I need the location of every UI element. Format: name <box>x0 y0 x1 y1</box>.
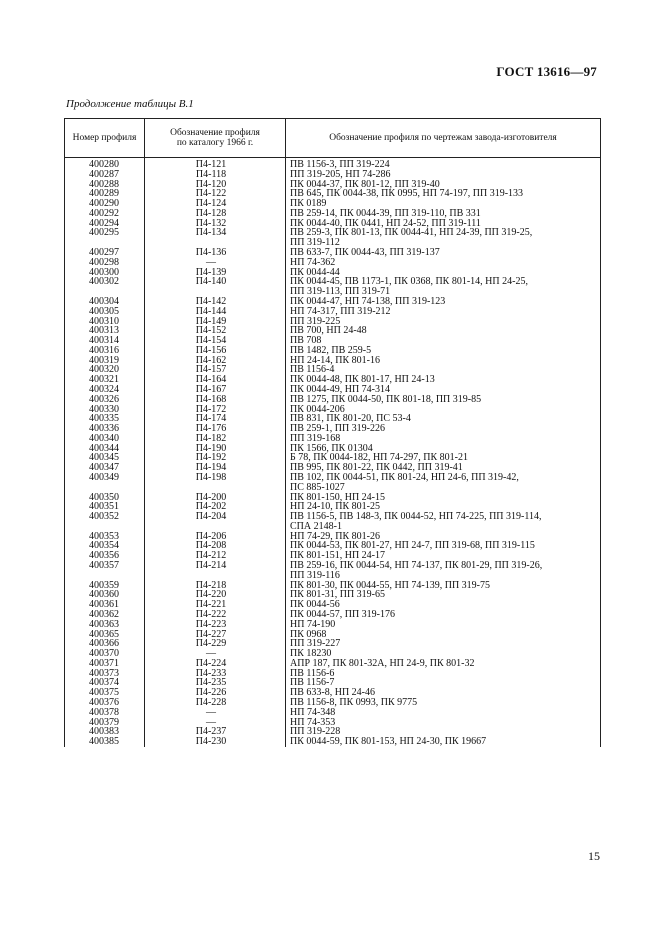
catalog-designation-cell: — <box>145 718 286 728</box>
table-row <box>65 669 601 679</box>
catalog-designation-cell: П4-164 <box>145 375 286 385</box>
catalog-designation-cell: П4-122 <box>145 189 286 199</box>
table-row <box>65 356 601 366</box>
catalog-designation-cell: П4-121 <box>145 158 286 170</box>
catalog-designation-cell <box>145 287 286 297</box>
catalog-designation-cell: — <box>145 708 286 718</box>
profile-number-cell: 400356 <box>65 551 145 561</box>
table-row <box>65 551 601 561</box>
manufacturer-designation-cell: ПК 0044-44 <box>286 268 601 278</box>
manufacturer-designation-cell: НП 24-14, ПК 801-16 <box>286 356 601 366</box>
table-row <box>65 158 601 170</box>
catalog-designation-cell: П4-156 <box>145 346 286 356</box>
catalog-designation-cell <box>145 522 286 532</box>
manufacturer-designation-cell: ПК 801-150, НП 24-15 <box>286 493 601 503</box>
manufacturer-designation-cell: НП 74-348 <box>286 708 601 718</box>
table-row <box>65 336 601 346</box>
table-row <box>65 737 601 747</box>
catalog-designation-cell: П4-237 <box>145 727 286 737</box>
catalog-designation-cell: П4-224 <box>145 659 286 669</box>
table-row <box>65 698 601 708</box>
profile-number-cell: 400370 <box>65 649 145 659</box>
profile-number-cell: 400326 <box>65 395 145 405</box>
table-row <box>65 463 601 473</box>
catalog-designation-cell: П4-128 <box>145 209 286 219</box>
catalog-designation-cell: П4-157 <box>145 365 286 375</box>
catalog-designation-cell: П4-194 <box>145 463 286 473</box>
table-row <box>65 317 601 327</box>
profile-number-cell: 400304 <box>65 297 145 307</box>
manufacturer-designation-cell: ПВ 259-14, ПК 0044-39, ПП 319-110, ПВ 331 <box>286 209 601 219</box>
catalog-designation-cell: П4-174 <box>145 414 286 424</box>
profile-number-cell: 400359 <box>65 581 145 591</box>
catalog-designation-cell: П4-140 <box>145 277 286 287</box>
table-row <box>65 414 601 424</box>
table-row <box>65 610 601 620</box>
catalog-designation-cell: П4-235 <box>145 678 286 688</box>
profile-number-cell: 400313 <box>65 326 145 336</box>
table-row <box>65 473 601 483</box>
catalog-designation-cell: П4-200 <box>145 493 286 503</box>
manufacturer-designation-cell: ПВ 259-1, ПП 319-226 <box>286 424 601 434</box>
table-row <box>65 199 601 209</box>
manufacturer-designation-cell: ПК 801-30, ПК 0044-55, НП 74-139, ПП 319-75 <box>286 581 601 591</box>
manufacturer-designation-cell: ПК 0968 <box>286 630 601 640</box>
catalog-designation-cell: П4-120 <box>145 180 286 190</box>
catalog-designation-cell: — <box>145 649 286 659</box>
profile-number-cell: 400316 <box>65 346 145 356</box>
table-row <box>65 405 601 415</box>
table-row <box>65 493 601 503</box>
catalog-designation-cell: П4-202 <box>145 502 286 512</box>
manufacturer-designation-cell: ПК 0044-57, ПП 319-176 <box>286 610 601 620</box>
column-header-catalog-1966: Обозначение профиля по каталогу 1966 г. <box>145 119 286 158</box>
profile-number-cell: 400349 <box>65 473 145 483</box>
manufacturer-designation-cell: СПА 2148-1 <box>286 522 601 532</box>
profile-number-cell: 400383 <box>65 727 145 737</box>
profile-number-cell: 400292 <box>65 209 145 219</box>
profile-number-cell: 400365 <box>65 630 145 640</box>
catalog-designation-cell: П4-198 <box>145 473 286 483</box>
catalog-designation-cell: П4-182 <box>145 434 286 444</box>
manufacturer-designation-cell: ПВ 1482, ПВ 259-5 <box>286 346 601 356</box>
profile-number-cell: 400344 <box>65 444 145 454</box>
manufacturer-designation-cell: НП 24-10, ПК 801-25 <box>286 502 601 512</box>
profile-table <box>64 118 601 747</box>
table-row <box>65 268 601 278</box>
manufacturer-designation-cell: ПВ 1156-3, ПП 319-224 <box>286 158 601 170</box>
table-row <box>65 532 601 542</box>
manufacturer-designation-cell: ПК 0044-48, ПК 801-17, НП 24-13 <box>286 375 601 385</box>
manufacturer-designation-cell: ПВ 1156-4 <box>286 365 601 375</box>
catalog-designation-cell: П4-192 <box>145 453 286 463</box>
manufacturer-designation-cell: ПП 319-227 <box>286 639 601 649</box>
profile-number-cell: 400345 <box>65 453 145 463</box>
manufacturer-designation-cell: ПК 0044-49, НП 74-314 <box>286 385 601 395</box>
table-row <box>65 258 601 268</box>
table-row <box>65 189 601 199</box>
manufacturer-designation-cell: ПК 801-151, НП 24-17 <box>286 551 601 561</box>
catalog-designation-cell: П4-229 <box>145 639 286 649</box>
table-row <box>65 365 601 375</box>
manufacturer-designation-cell: НП 74-362 <box>286 258 601 268</box>
manufacturer-designation-cell: ПВ 259-16, ПК 0044-54, НП 74-137, ПК 801-29, ПП 319-26, <box>286 561 601 571</box>
manufacturer-designation-cell: НП 74-29, ПК 801-26 <box>286 532 601 542</box>
profile-number-cell: 400376 <box>65 698 145 708</box>
catalog-designation-cell: П4-167 <box>145 385 286 395</box>
profile-number-cell: 400351 <box>65 502 145 512</box>
table-row <box>65 238 601 248</box>
profile-number-cell <box>65 571 145 581</box>
profile-number-cell: 400350 <box>65 493 145 503</box>
table-row <box>65 678 601 688</box>
profile-number-cell: 400330 <box>65 405 145 415</box>
table-row <box>65 483 601 493</box>
catalog-designation-cell: П4-208 <box>145 541 286 551</box>
catalog-designation-cell: П4-227 <box>145 630 286 640</box>
column-header-profile-number: Номер профиля <box>65 119 145 158</box>
table-row <box>65 277 601 287</box>
profile-number-cell: 400289 <box>65 189 145 199</box>
table-row <box>65 180 601 190</box>
manufacturer-designation-cell: ПВ 645, ПК 0044-38, ПК 0995, НП 74-197, ПП 319-133 <box>286 189 601 199</box>
manufacturer-designation-cell: ПВ 633-8, НП 24-46 <box>286 688 601 698</box>
table-row <box>65 649 601 659</box>
catalog-designation-cell: П4-220 <box>145 590 286 600</box>
table-row <box>65 170 601 180</box>
manufacturer-designation-cell: ПП 319-113, ПП 319-71 <box>286 287 601 297</box>
table-row <box>65 453 601 463</box>
catalog-designation-cell: П4-228 <box>145 698 286 708</box>
manufacturer-designation-cell: ПК 18230 <box>286 649 601 659</box>
profile-number-cell: 400336 <box>65 424 145 434</box>
profile-number-cell: 400298 <box>65 258 145 268</box>
table-row <box>65 630 601 640</box>
table-row <box>65 228 601 238</box>
profile-number-cell: 400373 <box>65 669 145 679</box>
manufacturer-designation-cell: ПП 319-228 <box>286 727 601 737</box>
manufacturer-designation-cell: НП 74-353 <box>286 718 601 728</box>
manufacturer-designation-cell: ПК 0044-40, ПК 0441, НП 24-52, ПП 319-111 <box>286 219 601 229</box>
manufacturer-designation-cell: ПВ 1156-6 <box>286 669 601 679</box>
table-header-row <box>65 119 601 158</box>
table-row <box>65 434 601 444</box>
profile-number-cell: 400294 <box>65 219 145 229</box>
profile-number-cell: 400353 <box>65 532 145 542</box>
catalog-designation-cell: П4-226 <box>145 688 286 698</box>
profile-number-cell: 400378 <box>65 708 145 718</box>
catalog-designation-cell: П4-214 <box>145 561 286 571</box>
manufacturer-designation-cell: ПВ 633-7, ПК 0044-43, ПП 319-137 <box>286 248 601 258</box>
table-row <box>65 727 601 737</box>
catalog-designation-cell: П4-136 <box>145 248 286 258</box>
table-row <box>65 620 601 630</box>
catalog-designation-cell: П4-139 <box>145 268 286 278</box>
catalog-designation-cell: П4-204 <box>145 512 286 522</box>
catalog-designation-cell: П4-176 <box>145 424 286 434</box>
profile-number-cell <box>65 483 145 493</box>
catalog-designation-cell: П4-144 <box>145 307 286 317</box>
profile-number-cell: 400305 <box>65 307 145 317</box>
profile-number-cell: 400300 <box>65 268 145 278</box>
table-row <box>65 346 601 356</box>
profile-number-cell: 400324 <box>65 385 145 395</box>
catalog-designation-cell: П4-152 <box>145 326 286 336</box>
table-row <box>65 688 601 698</box>
manufacturer-designation-cell: ПК 0044-47, НП 74-138, ПП 319-123 <box>286 297 601 307</box>
catalog-designation-cell: П4-132 <box>145 219 286 229</box>
profile-number-cell: 400357 <box>65 561 145 571</box>
profile-number-cell: 400297 <box>65 248 145 258</box>
table-row <box>65 522 601 532</box>
catalog-designation-cell: П4-233 <box>145 669 286 679</box>
manufacturer-designation-cell: Б 78, ПК 0044-182, НП 74-297, ПК 801-21 <box>286 453 601 463</box>
table-row <box>65 424 601 434</box>
profile-number-cell: 400385 <box>65 737 145 747</box>
table-row <box>65 581 601 591</box>
catalog-designation-cell: П4-149 <box>145 317 286 327</box>
manufacturer-designation-cell: ПВ 1156-5, ПВ 148-3, ПК 0044-52, НП 74-225, ПП 319-114, <box>286 512 601 522</box>
manufacturer-designation-cell: ПК 0044-37, ПК 801-12, ПП 319-40 <box>286 180 601 190</box>
table-row <box>65 307 601 317</box>
profile-number-cell: 400366 <box>65 639 145 649</box>
table-row <box>65 708 601 718</box>
manufacturer-designation-cell: ПП 319-116 <box>286 571 601 581</box>
manufacturer-designation-cell: АПР 187, ПК 801-32А, НП 24-9, ПК 801-32 <box>286 659 601 669</box>
manufacturer-designation-cell: ПВ 708 <box>286 336 601 346</box>
profile-number-cell: 400319 <box>65 356 145 366</box>
table-row <box>65 297 601 307</box>
profile-number-cell <box>65 287 145 297</box>
profile-number-cell: 400287 <box>65 170 145 180</box>
profile-number-cell: 400340 <box>65 434 145 444</box>
profile-number-cell: 400374 <box>65 678 145 688</box>
catalog-designation-cell: П4-212 <box>145 551 286 561</box>
manufacturer-designation-cell: ПВ 102, ПК 0044-51, ПК 801-24, НП 24-6, ПП 319-42, <box>286 473 601 483</box>
table-row <box>65 248 601 258</box>
manufacturer-designation-cell: ПК 801-31, ПП 319-65 <box>286 590 601 600</box>
manufacturer-designation-cell: ПВ 700, НП 24-48 <box>286 326 601 336</box>
catalog-designation-cell: П4-154 <box>145 336 286 346</box>
catalog-designation-cell: П4-223 <box>145 620 286 630</box>
manufacturer-designation-cell: ПК 0044-56 <box>286 600 601 610</box>
page-number: 15 <box>588 849 600 863</box>
manufacturer-designation-cell: ПП 319-225 <box>286 317 601 327</box>
table-row <box>65 600 601 610</box>
table-row <box>65 512 601 522</box>
profile-number-cell: 400361 <box>65 600 145 610</box>
manufacturer-designation-cell: ПК 0189 <box>286 199 601 209</box>
catalog-designation-cell: П4-142 <box>145 297 286 307</box>
profile-number-cell: 400362 <box>65 610 145 620</box>
table-row <box>65 444 601 454</box>
profile-number-cell: 400354 <box>65 541 145 551</box>
table-row <box>65 659 601 669</box>
catalog-designation-cell: П4-222 <box>145 610 286 620</box>
profile-number-cell: 400352 <box>65 512 145 522</box>
profile-number-cell: 400371 <box>65 659 145 669</box>
manufacturer-designation-cell: ПВ 259-3, ПК 801-13, ПК 0044-41, НП 24-39, ПП 319-25, <box>286 228 601 238</box>
catalog-designation-cell: П4-172 <box>145 405 286 415</box>
profile-number-cell: 400379 <box>65 718 145 728</box>
profile-number-cell: 400290 <box>65 199 145 209</box>
catalog-designation-cell: П4-221 <box>145 600 286 610</box>
profile-number-cell: 400288 <box>65 180 145 190</box>
manufacturer-designation-cell: НП 74-317, ПП 319-212 <box>286 307 601 317</box>
manufacturer-designation-cell: ПК 0044-53, ПК 801-27, НП 24-7, ПП 319-68, ПП 319-115 <box>286 541 601 551</box>
manufacturer-designation-cell: ПВ 1275, ПК 0044-50, ПК 801-18, ПП 319-85 <box>286 395 601 405</box>
catalog-designation-cell <box>145 238 286 248</box>
table-row <box>65 571 601 581</box>
catalog-designation-cell <box>145 571 286 581</box>
catalog-designation-cell: П4-118 <box>145 170 286 180</box>
catalog-designation-cell: — <box>145 258 286 268</box>
catalog-designation-cell: П4-206 <box>145 532 286 542</box>
profile-number-cell: 400302 <box>65 277 145 287</box>
table-row <box>65 639 601 649</box>
table-row <box>65 385 601 395</box>
catalog-designation-cell: П4-124 <box>145 199 286 209</box>
manufacturer-designation-cell: ПК 0044-59, ПК 801-153, НП 24-30, ПК 19667 <box>286 737 601 747</box>
table-row <box>65 541 601 551</box>
manufacturer-designation-cell: ПК 0044-206 <box>286 405 601 415</box>
table-row <box>65 326 601 336</box>
manufacturer-designation-cell: ПП 319-112 <box>286 238 601 248</box>
table-row <box>65 375 601 385</box>
profile-number-cell: 400314 <box>65 336 145 346</box>
manufacturer-designation-cell: ПК 0044-45, ПВ 1173-1, ПК 0368, ПК 801-14, НП 24-25, <box>286 277 601 287</box>
profile-number-cell: 400310 <box>65 317 145 327</box>
table-continuation-caption: Продолжение таблицы В.1 <box>66 98 194 110</box>
profile-number-cell: 400295 <box>65 228 145 238</box>
catalog-designation-cell <box>145 483 286 493</box>
catalog-designation-cell: П4-190 <box>145 444 286 454</box>
table-row <box>65 395 601 405</box>
manufacturer-designation-cell: ПС 885-1027 <box>286 483 601 493</box>
manufacturer-designation-cell: НП 74-190 <box>286 620 601 630</box>
table-row <box>65 561 601 571</box>
profile-number-cell: 400280 <box>65 158 145 170</box>
table-row <box>65 219 601 229</box>
manufacturer-designation-cell: ПВ 1156-7 <box>286 678 601 688</box>
profile-number-cell: 400321 <box>65 375 145 385</box>
catalog-designation-cell: П4-230 <box>145 737 286 747</box>
catalog-designation-cell: П4-134 <box>145 228 286 238</box>
table-row <box>65 718 601 728</box>
profile-number-cell: 400320 <box>65 365 145 375</box>
catalog-designation-cell: П4-162 <box>145 356 286 366</box>
standard-designation: ГОСТ 13616—97 <box>496 64 597 79</box>
profile-number-cell <box>65 522 145 532</box>
column-header-manufacturer-drawings: Обозначение профиля по чертежам завода-изготовителя <box>286 119 601 158</box>
catalog-designation-cell: П4-168 <box>145 395 286 405</box>
manufacturer-designation-cell: ПП 319-205, НП 74-286 <box>286 170 601 180</box>
manufacturer-designation-cell: ПВ 831, ПК 801-20, ПС 53-4 <box>286 414 601 424</box>
manufacturer-designation-cell: ПК 1566, ПК 01304 <box>286 444 601 454</box>
profile-number-cell: 400363 <box>65 620 145 630</box>
profile-number-cell: 400335 <box>65 414 145 424</box>
table-row <box>65 502 601 512</box>
table-row <box>65 287 601 297</box>
profile-number-cell: 400375 <box>65 688 145 698</box>
manufacturer-designation-cell: ПВ 1156-8, ПК 0993, ПК 9775 <box>286 698 601 708</box>
table-row <box>65 209 601 219</box>
profile-number-cell: 400360 <box>65 590 145 600</box>
profile-number-cell: 400347 <box>65 463 145 473</box>
catalog-designation-cell: П4-218 <box>145 581 286 591</box>
profile-number-cell <box>65 238 145 248</box>
table-row <box>65 590 601 600</box>
manufacturer-designation-cell: ПП 319-168 <box>286 434 601 444</box>
manufacturer-designation-cell: ПВ 995, ПК 801-22, ПК 0442, ПП 319-41 <box>286 463 601 473</box>
